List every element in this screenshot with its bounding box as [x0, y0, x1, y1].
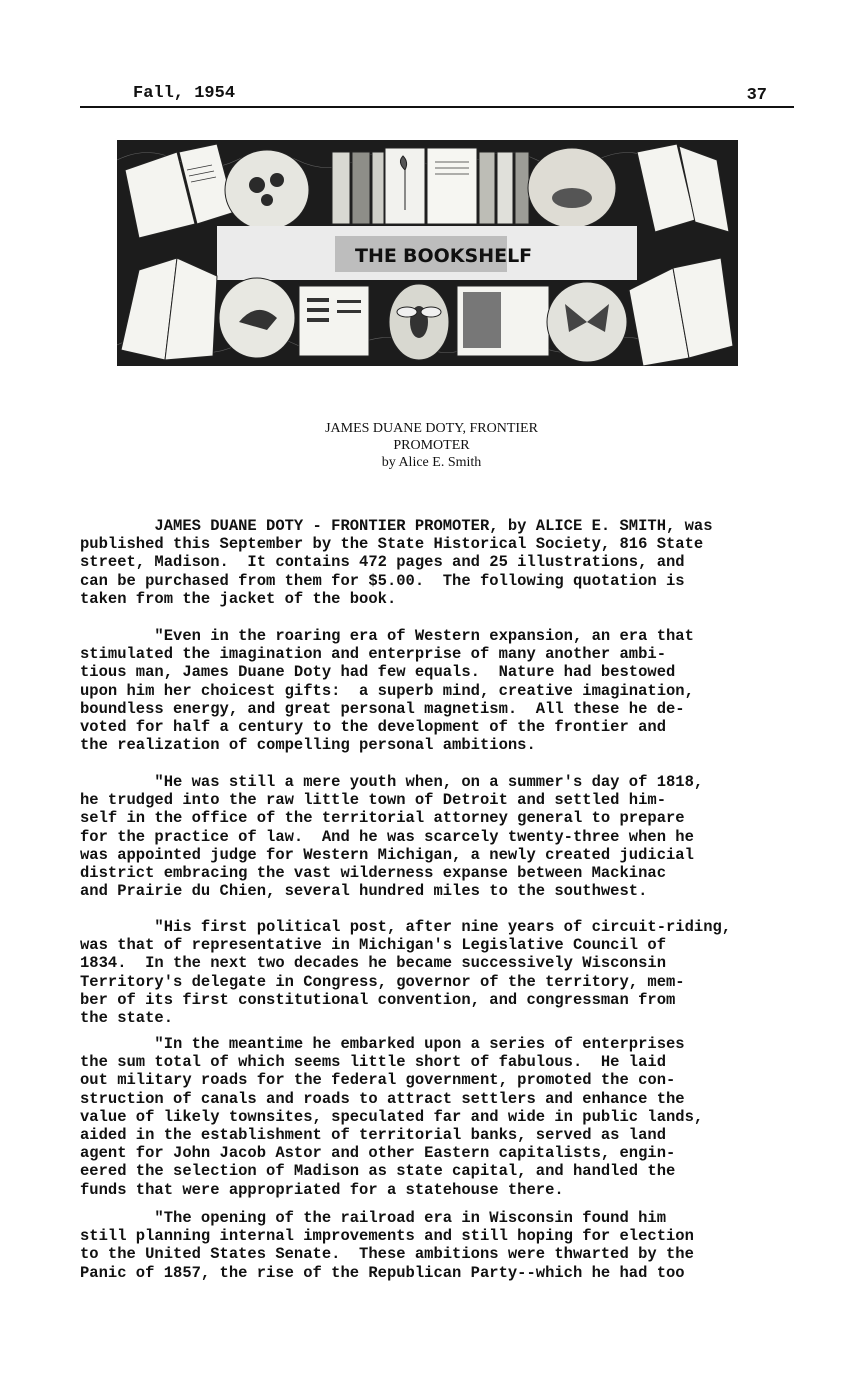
paragraph-5: [80, 1035, 810, 1199]
text-line: boundless energy, and great personal magnetism. All these he de-: [80, 699, 685, 718]
text-line: "Even in the roaring era of Western expansion, an era that: [80, 627, 694, 645]
text-line: JAMES DUANE DOTY - FRONTIER PROMOTER, by ALICE E. SMITH, was: [80, 517, 713, 535]
text-line: "In the meantime he embarked upon a series of enterprises: [80, 1035, 685, 1053]
text-line: upon him her choicest gifts: a superb mind, creative imagination,: [80, 681, 694, 700]
header-rule: [80, 106, 794, 108]
text-line: tious man, James Duane Doty had few equals. Nature had bestowed: [80, 663, 676, 682]
book-spines-left: [332, 152, 384, 224]
article-byline: by Alice E. Smith: [381, 455, 482, 470]
text-line: and Prairie du Chien, several hundred miles to the southwest.: [80, 882, 648, 901]
paragraph-3: [80, 773, 810, 900]
article-title-line1: JAMES DUANE DOTY, FRONTIER: [325, 421, 538, 436]
text-line: the state.: [80, 1009, 174, 1028]
banner-word-bookshelf: BOOKSHELF: [403, 245, 533, 267]
bookshelf-banner: [117, 140, 738, 366]
open-book-top-center: [427, 148, 477, 224]
text-line: Territory's delegate in Congress, governor of the territory, mem-: [80, 972, 685, 991]
text-line: the realization of compelling personal ambitions.: [80, 736, 536, 755]
text-line: Panic of 1857, the rise of the Republican Party--which he had too: [80, 1263, 685, 1282]
text-line: can be purchased from them for $5.00. The following quotation is: [80, 571, 685, 590]
article-title-line2: PROMOTER: [393, 438, 470, 453]
text-line: value of likely townsites, speculated far and wide in public lands,: [80, 1107, 704, 1126]
text-line: self in the office of the territorial attorney general to prepare: [80, 809, 685, 828]
text-line: out military roads for the federal government, promoted the con-: [80, 1071, 676, 1090]
text-line: 1834. In the next two decades he became successively Wisconsin: [80, 954, 666, 973]
page-number: 37: [746, 86, 767, 105]
text-line: he trudged into the raw little town of Detroit and settled him-: [80, 791, 666, 810]
text-line: was that of representative in Michigan's Legislative Council of: [80, 936, 666, 955]
paragraph-2: [80, 627, 810, 754]
text-line: the sum total of which seems little short of fabulous. He laid: [80, 1053, 666, 1072]
text-line: taken from the jacket of the book.: [80, 589, 397, 608]
text-line: "The opening of the railroad era in Wisconsin found him: [80, 1209, 666, 1227]
paragraph-4: [80, 918, 810, 1027]
banner-word-the: THE: [355, 245, 397, 267]
text-line: agent for John Jacob Astor and other Eastern capitalists, engin-: [80, 1144, 676, 1163]
text-line: funds that were appropriated for a statehouse there.: [80, 1180, 564, 1199]
text-line: ber of its first constitutional convention, and congressman from: [80, 990, 676, 1009]
text-line: voted for half a century to the development of the frontier and: [80, 718, 666, 737]
text-line: district embracing the vast wilderness expanse between Mackinac: [80, 864, 666, 883]
text-line: "He was still a mere youth when, on a summer's day of 1818,: [80, 773, 704, 791]
text-line: published this September by the State Historical Society, 816 State: [80, 535, 704, 554]
text-line: still planning internal improvements and still hoping for election: [80, 1227, 694, 1246]
text-line: eered the selection of Madison as state capital, and handled the: [80, 1162, 676, 1181]
text-line: aided in the establishment of territorial banks, served as land: [80, 1126, 666, 1145]
text-line: for the practice of law. And he was scarcely twenty-three when he: [80, 827, 694, 846]
book-spines-right: [479, 152, 529, 224]
article-title-block: [0, 420, 863, 471]
text-line: street, Madison. It contains 472 pages and 25 illustrations, and: [80, 553, 685, 572]
text-line: "His first political post, after nine years of circuit-riding,: [80, 918, 732, 936]
text-line: struction of canals and roads to attract settlers and enhance the: [80, 1089, 685, 1108]
flower-vignette-top: [225, 150, 309, 230]
paragraph-1: [80, 517, 810, 608]
paragraph-6: [80, 1209, 810, 1282]
text-line: was appointed judge for Western Michigan, a newly created judicial: [80, 845, 694, 864]
text-line: to the United States Senate. These ambitions were thwarted by the: [80, 1245, 694, 1264]
running-header: Fall, 1954: [133, 84, 236, 103]
text-line: stimulated the imagination and enterprise of many another ambi-: [80, 645, 666, 664]
